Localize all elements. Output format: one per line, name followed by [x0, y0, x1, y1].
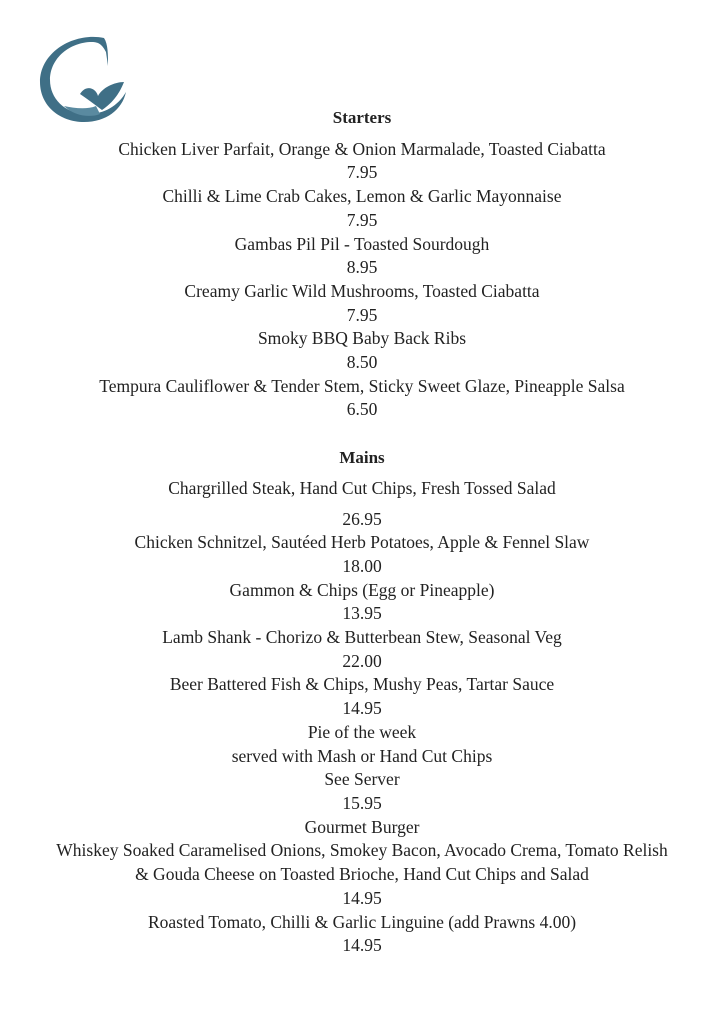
item-name: Creamy Garlic Wild Mushrooms, Toasted Ciabatta	[184, 280, 540, 301]
menu-item	[0, 721, 724, 816]
item-price: 14.95	[342, 698, 382, 719]
menu-item	[0, 280, 724, 327]
menu-item	[0, 673, 724, 720]
menu-item	[0, 233, 724, 280]
item-name: Roasted Tomato, Chilli & Garlic Linguine (add Prawns 4.00)	[147, 911, 577, 932]
item-price: 8.95	[346, 257, 378, 278]
item-name: Tempura Cauliflower & Tender Stem, Sticky Sweet Glaze, Pineapple Salsa	[99, 375, 625, 396]
item-price: 7.95	[346, 162, 378, 183]
item-price: 14.95	[342, 887, 382, 908]
item-price: 7.95	[346, 304, 378, 325]
section-heading: Starters	[332, 108, 392, 127]
item-description: served with Mash or Hand Cut Chips	[231, 745, 493, 766]
item-description: Whiskey Soaked Caramelised Onions, Smokey Bacon, Avocado Crema, Tomato Relish	[56, 840, 668, 861]
starters-section	[0, 106, 724, 422]
item-price: 26.95	[342, 508, 382, 529]
menu-item	[0, 138, 724, 185]
item-price: 18.00	[342, 555, 382, 576]
item-price: 7.95	[346, 209, 378, 230]
item-name: Gammon & Chips (Egg or Pineapple)	[229, 579, 495, 600]
section-heading: Mains	[339, 448, 385, 468]
item-name: Gambas Pil Pil - Toasted Sourdough	[234, 233, 490, 254]
item-name: Pie of the week	[307, 721, 417, 742]
menu	[0, 106, 724, 958]
item-name: Gourmet Burger	[304, 816, 420, 837]
menu-item	[0, 816, 724, 911]
item-price: 6.50	[346, 399, 378, 420]
item-price: 14.95	[342, 935, 382, 956]
menu-item	[0, 626, 724, 673]
menu-item	[0, 579, 724, 626]
mains-section	[0, 446, 724, 958]
menu-item	[0, 477, 724, 531]
item-name: Lamb Shank - Chorizo & Butterbean Stew, Seasonal Veg	[162, 627, 562, 648]
menu-item	[0, 327, 724, 374]
menu-item	[0, 911, 724, 958]
item-description: See Server	[324, 769, 400, 790]
item-name: Chicken Liver Parfait, Orange & Onion Marmalade, Toasted Ciabatta	[118, 138, 606, 159]
item-name: Smoky BBQ Baby Back Ribs	[257, 328, 467, 349]
item-name: Chilli & Lime Crab Cakes, Lemon & Garlic Mayonnaise	[162, 186, 562, 207]
item-name: Chargrilled Steak, Hand Cut Chips, Fresh Tossed Salad	[168, 477, 556, 498]
item-price: 13.95	[342, 603, 382, 624]
item-price: 22.00	[342, 650, 382, 671]
menu-item	[0, 185, 724, 232]
item-name: Beer Battered Fish & Chips, Mushy Peas, Tartar Sauce	[169, 674, 555, 695]
item-price: 15.95	[342, 792, 382, 813]
item-description: & Gouda Cheese on Toasted Brioche, Hand Cut Chips and Salad	[135, 864, 589, 885]
item-price: 8.50	[346, 352, 378, 373]
menu-item	[0, 375, 724, 422]
menu-item	[0, 531, 724, 578]
item-name: Chicken Schnitzel, Sautéed Herb Potatoes, Apple & Fennel Slaw	[134, 532, 590, 553]
